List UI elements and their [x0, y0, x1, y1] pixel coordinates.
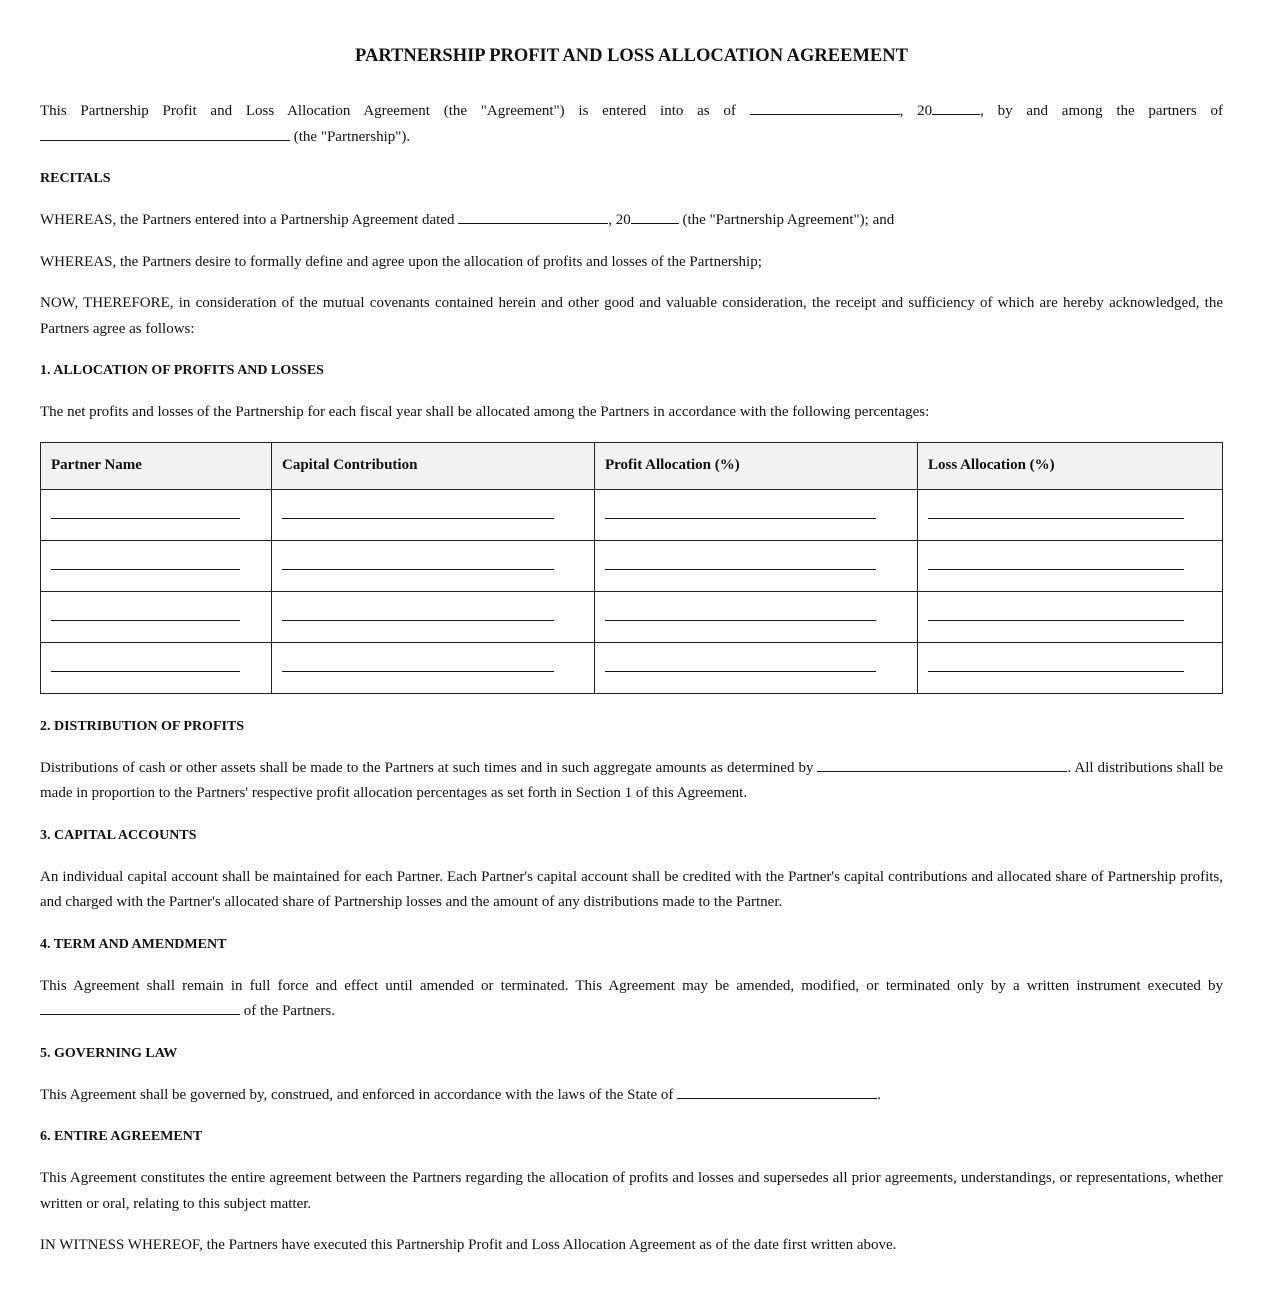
section-5-text-a: This Agreement shall be governed by, construed, and enforced in accordance with the laws of the State of — [40, 1086, 674, 1103]
section-2-text — [40, 756, 1223, 807]
loss-allocation-cell[interactable] — [918, 642, 1223, 693]
blank-line — [282, 518, 554, 519]
year-blank[interactable] — [932, 100, 980, 115]
partner-name-cell[interactable] — [41, 489, 272, 540]
capital-contribution-cell[interactable] — [272, 591, 595, 642]
table-header-row — [41, 442, 1223, 489]
column-header-partner-name: Partner Name — [41, 442, 272, 489]
section-1-text: The net profits and losses of the Partnership for each fiscal year shall be allocated among the Partners in accordance with the following percentages: — [40, 404, 930, 420]
blank-line — [605, 620, 876, 621]
partner-name-cell[interactable] — [41, 540, 272, 591]
capital-contribution-cell[interactable] — [272, 489, 595, 540]
intro-text-1: This Partnership Profit and Loss Allocation Agreement (the "Agreement") is entered into as of — [40, 103, 736, 119]
column-header-profit-allocation: Profit Allocation (%) — [595, 442, 918, 489]
intro-text-4: (the "Partnership"). — [293, 128, 411, 145]
section-2-text-b: . All distributions shall be made in proportion to the Partners' respective profit allocation percentages as set forth in Section 1 of this Agreement. — [40, 759, 1224, 801]
distribution-determiner-blank[interactable] — [817, 757, 1067, 772]
blank-line — [605, 569, 876, 570]
capital-contribution-cell[interactable] — [272, 540, 595, 591]
section-3-text: An individual capital account shall be maintained for each Partner. Each Partner's capital account shall be credited with the Partner's capital contributions and allocated share of Partnership profits, and charged with the Partner's allocated share of Partnership losses and the amount of any distributions made to the Partner. — [40, 868, 1223, 910]
whereas-1-text-c: (the "Partnership Agreement"); and — [682, 212, 895, 228]
blank-line — [605, 671, 876, 672]
allocation-table — [40, 442, 1223, 694]
table-row — [41, 642, 1223, 693]
blank-line — [928, 518, 1184, 519]
loss-allocation-cell[interactable] — [918, 591, 1223, 642]
section-6-heading: 6. ENTIRE AGREEMENT — [40, 1129, 203, 1144]
section-1-heading: 1. ALLOCATION OF PROFITS AND LOSSES — [40, 363, 324, 378]
partner-name-cell[interactable] — [41, 591, 272, 642]
whereas-1-text-a: WHEREAS, the Partners entered into a Partnership Agreement dated — [40, 212, 455, 228]
blank-line — [282, 569, 554, 570]
profit-allocation-cell[interactable] — [595, 540, 918, 591]
section-4-text — [40, 974, 1223, 1025]
document-title: PARTNERSHIP PROFIT AND LOSS ALLOCATION AGREEMENT — [355, 46, 908, 66]
blank-line — [282, 620, 554, 621]
profit-allocation-cell[interactable] — [595, 489, 918, 540]
blank-line — [51, 620, 240, 621]
section-4-text-a: This Agreement shall remain in full force and effect until amended or terminated. This Agreement may be amended, modified, or terminated only by a written instrument executed by — [40, 977, 1223, 994]
amendment-approval-blank[interactable] — [40, 1000, 240, 1015]
section-2-heading: 2. DISTRIBUTION OF PROFITS — [40, 718, 245, 734]
whereas-1-text-b: , 20 — [608, 212, 631, 228]
partner-name-cell[interactable] — [41, 642, 272, 693]
section-5-text-b: . — [877, 1086, 881, 1103]
section-2-text-a: Distributions of cash or other assets shall be made to the Partners at such times and in such aggregate amounts as determined by — [40, 759, 814, 776]
intro-text-2: , 20 — [899, 103, 933, 119]
witness-statement: IN WITNESS WHEREOF, the Partners have executed this Partnership Profit and Loss Allocation Agreement as of the date first written above. — [40, 1237, 897, 1253]
intro-paragraph — [40, 99, 1223, 150]
document — [40, 0, 1223, 1259]
governing-state-blank[interactable] — [677, 1084, 877, 1099]
partnership-name-blank[interactable] — [40, 126, 290, 141]
blank-line — [51, 671, 240, 672]
table-row — [41, 489, 1223, 540]
loss-allocation-cell[interactable] — [918, 540, 1223, 591]
recitals-heading: RECITALS — [40, 171, 111, 186]
section-5-heading: 5. GOVERNING LAW — [40, 1045, 178, 1061]
intro-text-3: , by and among the partners of — [980, 103, 1223, 119]
loss-allocation-cell[interactable] — [918, 489, 1223, 540]
blank-line — [928, 569, 1184, 570]
table-row — [41, 540, 1223, 591]
section-4-heading: 4. TERM AND AMENDMENT — [40, 936, 227, 952]
capital-contribution-cell[interactable] — [272, 642, 595, 693]
blank-line — [928, 620, 1184, 621]
blank-line — [928, 671, 1184, 672]
section-5-text — [40, 1083, 1223, 1109]
agreement-year-blank[interactable] — [631, 209, 679, 224]
profit-allocation-cell[interactable] — [595, 591, 918, 642]
section-6-text: This Agreement constitutes the entire agreement between the Partners regarding the allocation of profits and losses and supersedes all prior agreements, understandings, or representations, whether written or oral, relating to this subject matter. — [40, 1170, 1223, 1212]
blank-line — [282, 671, 554, 672]
column-header-capital-contribution: Capital Contribution — [272, 442, 595, 489]
blank-line — [51, 518, 240, 519]
section-4-text-b: of the Partners. — [243, 1003, 335, 1019]
section-3-heading: 3. CAPITAL ACCOUNTS — [40, 827, 197, 843]
whereas-1 — [40, 208, 1223, 234]
column-header-loss-allocation: Loss Allocation (%) — [918, 442, 1223, 489]
whereas-2: WHEREAS, the Partners desire to formally define and agree upon the allocation of profits and losses of the Partnership; — [40, 253, 762, 270]
blank-line — [605, 518, 876, 519]
now-therefore: NOW, THEREFORE, in consideration of the mutual covenants contained herein and other good and valuable consideration, the receipt and sufficiency of which are hereby acknowledged, the Partners agree as follows: — [40, 295, 1223, 337]
blank-line — [51, 569, 240, 570]
date-blank[interactable] — [750, 100, 900, 115]
profit-allocation-cell[interactable] — [595, 642, 918, 693]
table-row — [41, 591, 1223, 642]
agreement-date-blank[interactable] — [458, 209, 608, 224]
